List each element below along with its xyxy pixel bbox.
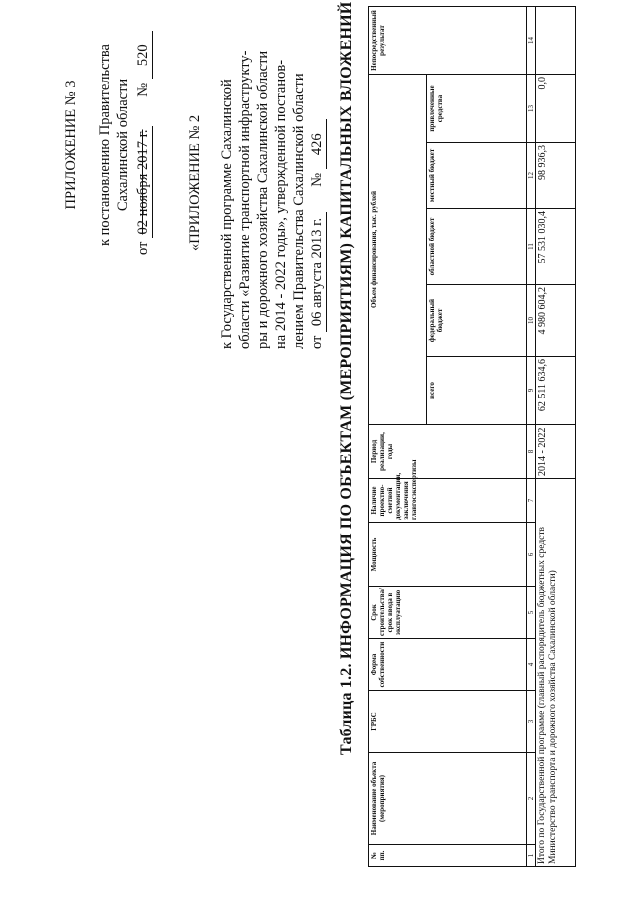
col-ownership-header: Форма собственности xyxy=(369,639,527,691)
col-number: 10 xyxy=(527,285,536,357)
col-funding-group-header: Объем финансирования, тыс. рублей xyxy=(369,75,427,425)
col-period-header: Период реализации, годы xyxy=(369,425,527,479)
col-total-header: всего xyxy=(427,357,527,425)
resolution-date-line xyxy=(134,25,153,255)
col-number: 7 xyxy=(527,479,536,523)
col-local-header: местный бюджет xyxy=(427,143,527,209)
program-number-label: № xyxy=(309,172,325,187)
col-number: 2 xyxy=(527,753,536,845)
total-row-federal: 4 980 604,2 xyxy=(536,285,576,357)
col-number: 3 xyxy=(527,691,536,753)
number-label: № xyxy=(135,82,151,97)
total-row-local: 98 936,3 xyxy=(536,143,576,209)
col-number: 14 xyxy=(527,7,536,75)
program-from-label: от xyxy=(309,335,325,349)
program-number: 426 xyxy=(308,119,327,169)
col-federal-header: федеральный бюджет xyxy=(427,285,527,357)
total-row xyxy=(536,7,576,867)
appendix-2-heading: «ПРИЛОЖЕНИЕ № 2 xyxy=(187,114,203,251)
program-date: 06 августа 2013 г. xyxy=(308,212,327,332)
from-label: от xyxy=(135,241,151,255)
program-date-line xyxy=(308,119,327,349)
col-grbs-header: ГРБС xyxy=(369,691,527,753)
column-numbers-row xyxy=(527,7,536,867)
col-number: 1 xyxy=(527,845,536,867)
resolution-line-2: Сахалинской области xyxy=(115,78,131,212)
col-attracted-header: привлеченные средства xyxy=(427,75,527,143)
col-num-header: № пп. xyxy=(369,845,527,867)
col-number: 9 xyxy=(527,357,536,425)
program-line-2: области «Развитие транспортной инфраструкту- xyxy=(237,50,253,349)
resolution-date: 02 ноября 2017 г. xyxy=(134,126,153,238)
col-number: 6 xyxy=(527,523,536,587)
col-number: 5 xyxy=(527,587,536,639)
total-row-result xyxy=(536,7,576,75)
col-number: 4 xyxy=(527,639,536,691)
col-number: 8 xyxy=(527,425,536,479)
appendix-3-heading: ПРИЛОЖЕНИЕ № 3 xyxy=(63,80,79,210)
col-number: 13 xyxy=(527,75,536,143)
program-line-1: к Государственной программе Сахалинской xyxy=(219,79,235,349)
total-row-regional: 57 531 030,4 xyxy=(536,209,576,285)
col-number: 12 xyxy=(527,143,536,209)
total-row-attracted: 0,0 xyxy=(536,75,576,143)
resolution-number: 520 xyxy=(134,31,153,79)
col-psd-header: Наличие проектно-сметной документации, заключения главгосэкспертизы xyxy=(369,479,527,523)
col-regional-header: областной бюджет xyxy=(427,209,527,285)
total-row-period: 2014 - 2022 xyxy=(536,425,576,479)
col-term-header: Срок строительства/срок ввода в эксплуатацию xyxy=(369,587,527,639)
program-line-3: ры и дорожного хозяйства Сахалинской области xyxy=(255,50,271,349)
col-capacity-header: Мощность xyxy=(369,523,527,587)
col-name-header: Наименование объекта (мероприятия) xyxy=(369,753,527,845)
header-row-1 xyxy=(369,7,427,867)
total-row-total: 62 511 634,6 xyxy=(536,357,576,425)
capital-investments-table xyxy=(368,6,576,867)
program-line-5: лением Правительства Сахалинской области xyxy=(291,73,307,349)
table-title: Таблица 1.2. ИНФОРМАЦИЯ ПО ОБЪЕКТАМ (МЕРОПРИЯТИЯМ) КАПИТАЛЬНЫХ ВЛОЖЕНИЙ xyxy=(338,1,355,755)
col-result-header: Непосредственный результат xyxy=(369,7,527,75)
program-line-4: на 2014 - 2022 годы», утвержденной постанов- xyxy=(273,59,289,349)
total-row-label: Итого по Государственной программе (главный распорядитель бюджетных средств Министерство транспорта и дорожного хозяйства Сахалинской области) xyxy=(536,479,576,867)
col-number: 11 xyxy=(527,209,536,285)
resolution-line-1: к постановлению Правительства xyxy=(97,44,113,246)
